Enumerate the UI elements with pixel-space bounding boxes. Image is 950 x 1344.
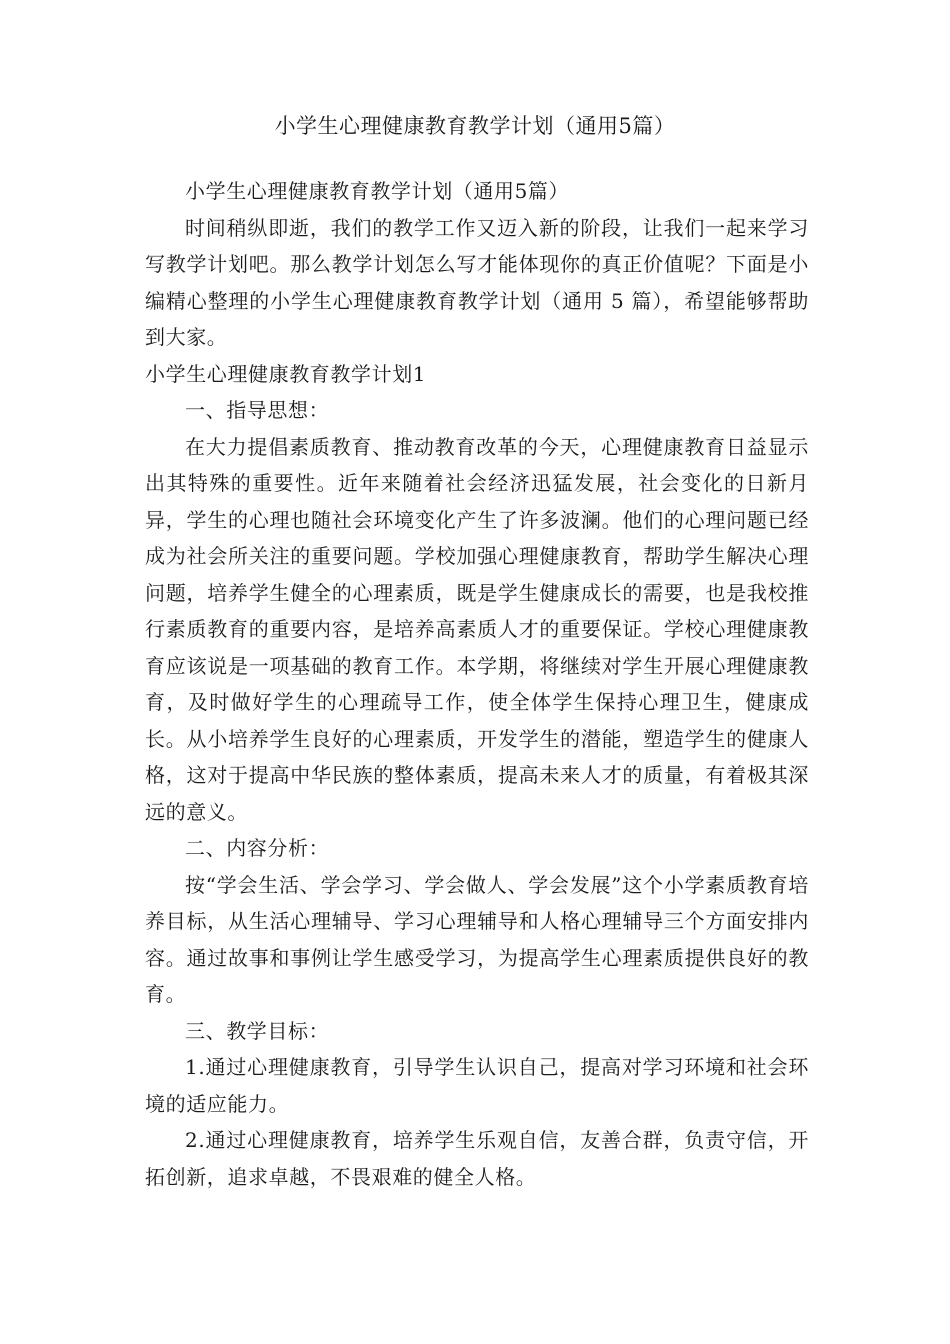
- paragraph-goal-2: 2.通过心理健康教育，培养学生乐观自信，友善合群，负责守信，开拓创新，追求卓越，不畏艰难的健全人格。: [145, 1128, 809, 1189]
- heading-content-analysis: 二、内容分析：: [185, 836, 330, 860]
- heading-guiding-thought: 一、指导思想：: [185, 398, 330, 422]
- paragraph-intro: 时间稍纵即逝，我们的教学工作又迈入新的阶段，让我们一起来学习写教学计划吧。那么教学计划怎么写才能体现你的真正价值呢？下面是小编精心整理的小学生心理健康教育教学计划（通用 5 篇），希望能够帮助到大家。: [145, 215, 809, 349]
- paragraph-goal-1: 1.通过心理健康教育，引导学生认识自己，提高对学习环境和社会环境的适应能力。: [145, 1055, 809, 1116]
- paragraph-guiding-thought: 在大力提倡素质教育、推动教育改革的今天，心理健康教育日益显示出其特殊的重要性。近年来随着社会经济迅猛发展，社会变化的日新月异，学生的心理也随社会环境变化产生了许多波澜。他们的心理问题已经成为社会所关注的重要问题。学校加强心理健康教育，帮助学生解决心理问题，培养学生健全的心理素质，既是学生健康成长的需要，也是我校推行素质教育的重要内容，是培养高素质人才的重要保证。学校心理健康教育应该说是一项基础的教育工作。本学期，将继续对学生开展心理健康教育，及时做好学生的心理疏导工作，使全体学生保持心理卫生，健康成长。从小培养学生良好的心理素质，开发学生的潜能，塑造学生的健康人格，这对于提高中华民族的整体素质，提高未来人才的质量，有着极其深远的意义。: [145, 434, 809, 824]
- heading-teaching-goals: 三、教学目标：: [185, 1018, 330, 1043]
- document-title: 小学生心理健康教育教学计划（通用5篇）: [274, 114, 676, 138]
- paragraph-subtitle: 小学生心理健康教育教学计划（通用5篇）: [185, 179, 570, 203]
- document-body: [145, 173, 809, 1195]
- paragraph-content-analysis: 按“学会生活、学会学习、学会做人、学会发展”这个小学素质教育培养目标，从生活心理辅导、学习心理辅导和人格心理辅导三个方面安排内容。通过故事和事例让学生感受学习，为提高学生心理素质提供良好的教育。: [145, 872, 809, 1006]
- section-heading-plan-1: 小学生心理健康教育教学计划1: [145, 361, 427, 386]
